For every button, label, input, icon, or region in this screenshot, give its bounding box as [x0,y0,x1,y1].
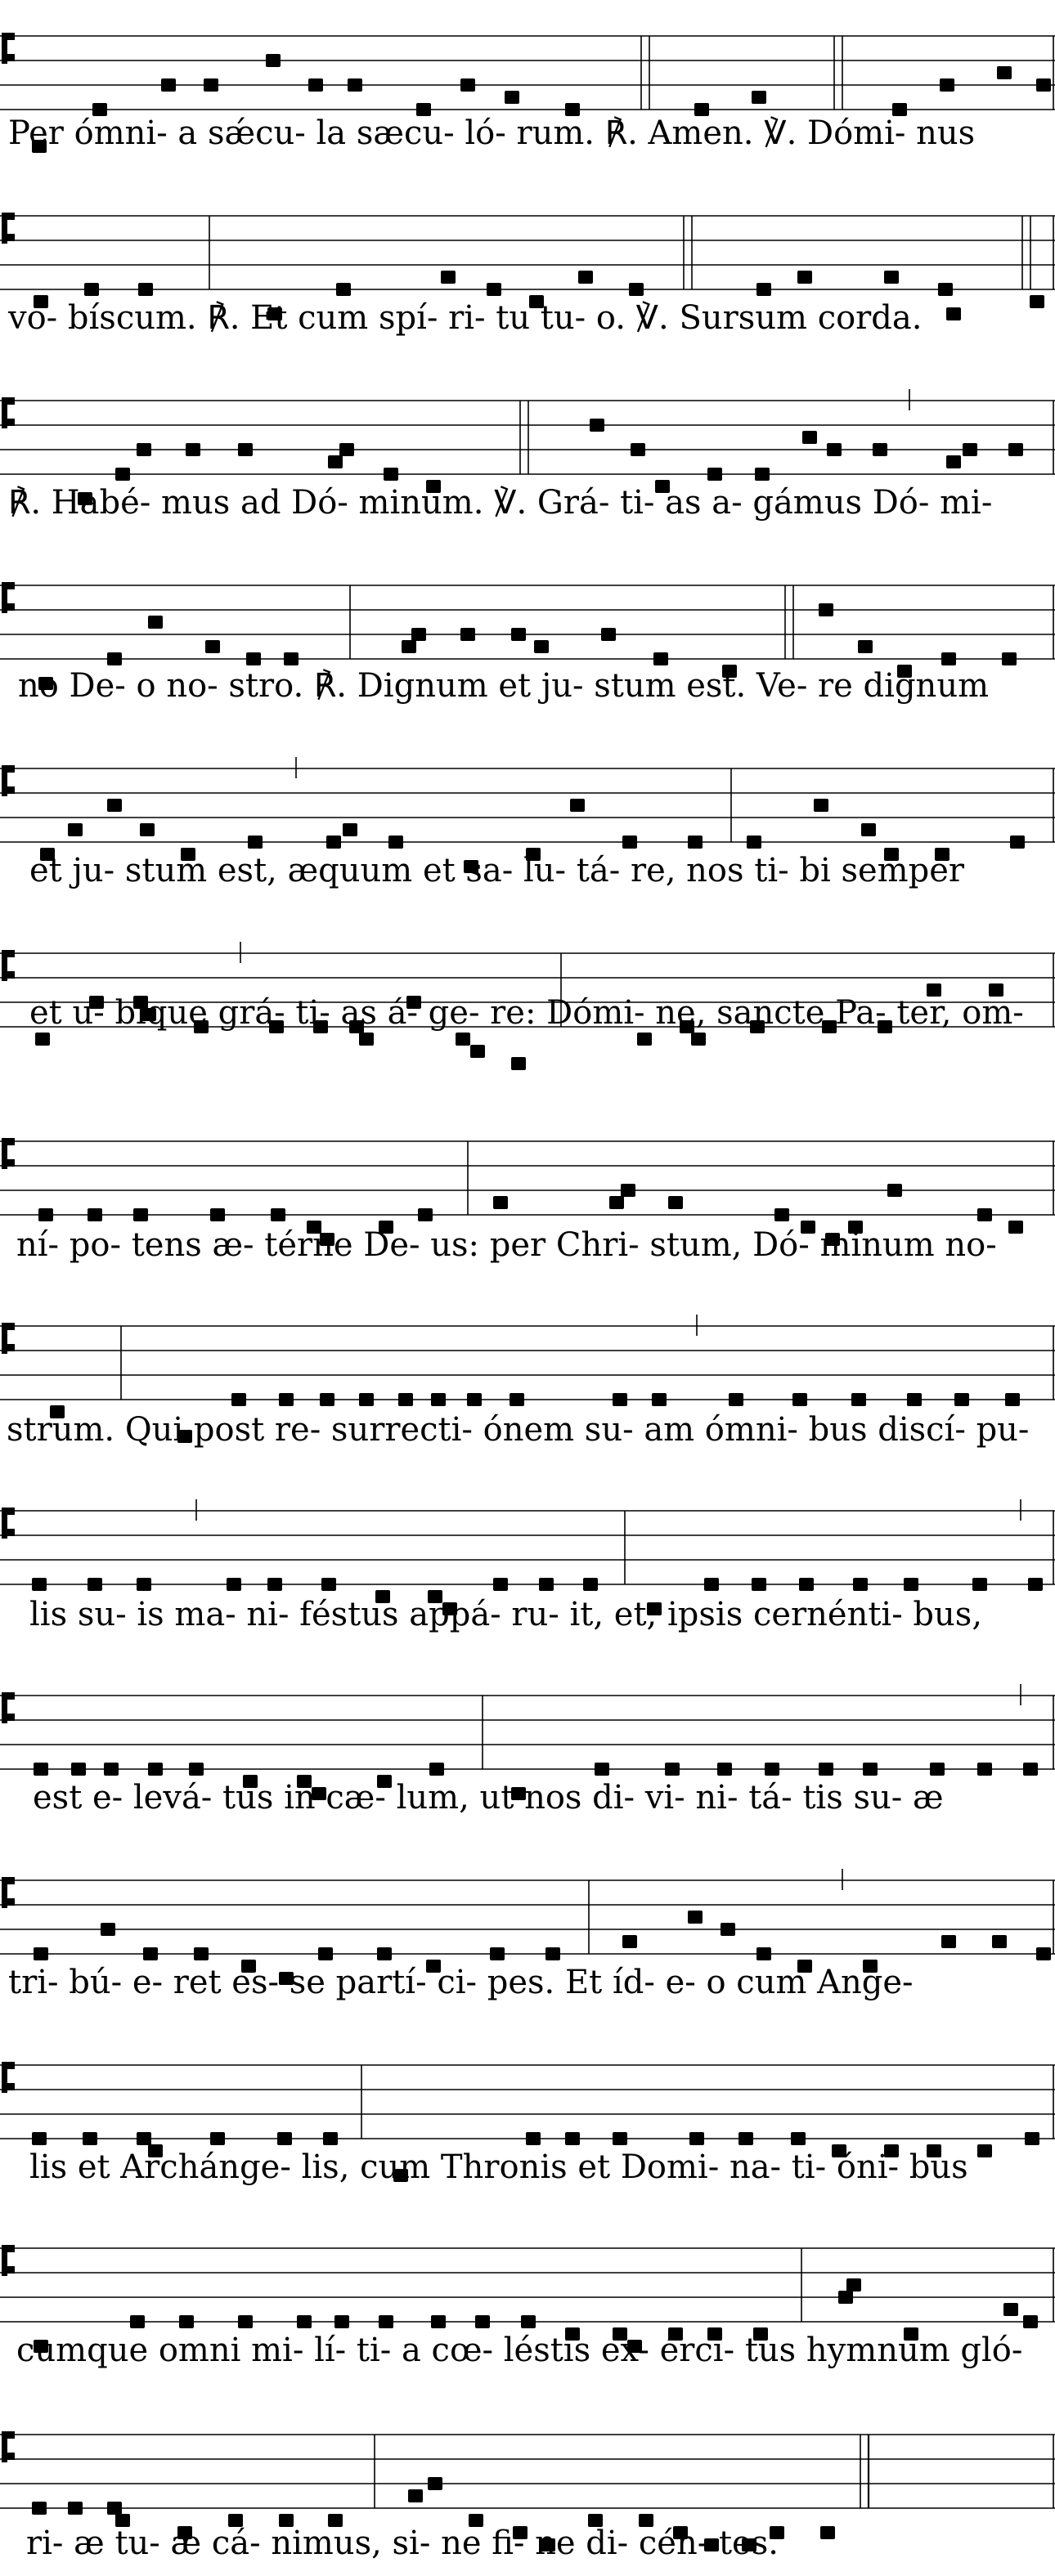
c-clef-icon [2,765,15,796]
neume-punctum [729,1393,743,1406]
neume-punctum [827,443,842,456]
c-clef-icon [2,1877,15,1908]
neume-punctum [954,1393,969,1406]
neume-punctum [972,1578,987,1591]
lyric-line: no De- o no- stro. ℟. Dignum et ju- stum est. Ve- re dignum [18,667,990,705]
lyric-line: ℟. Habé- mus ad Dó- minum. ℣. Grá- ti- as a- gámus Dó- mi- [8,484,993,522]
neume-punctum [460,628,475,641]
neume-punctum [418,1208,433,1221]
neume-punctum [570,799,585,812]
neume-punctum [148,1763,163,1776]
lyric-line: et ju- stum est, æquum et sa- lu- tá- re, nos ti- bi semper [29,852,964,889]
neume-punctum [1005,1393,1020,1406]
neume-punctum [379,2315,393,2328]
neume-punctum [205,640,220,653]
neume-punctum [493,1578,508,1591]
staff-system-10 [0,1684,1055,1817]
c-clef-icon [2,1692,15,1723]
neume-punctum [539,1578,554,1591]
neume-punctum [1036,78,1051,92]
neume-punctum [456,1033,470,1046]
staff-lines [0,757,1055,842]
neume-punctum [411,628,426,641]
neume-punctum [689,2132,704,2145]
neume-punctum [323,2132,338,2145]
neume-punctum [428,2477,442,2490]
c-clef-icon [2,1508,15,1539]
staff-lines [0,1138,1055,1215]
neume-punctum [348,78,362,92]
neume-punctum [68,2502,83,2515]
neume-punctum [595,1763,609,1776]
neume-punctum [377,1947,392,1960]
neume-punctum [137,443,151,456]
lyric-line: ní- po- tens æ- térne De- us: per Chri- stum, Dó- minum no- [16,1226,997,1264]
neume-punctum [107,799,122,812]
staff-lines [0,2062,1055,2139]
neume-punctum [940,78,954,92]
neume-punctum [904,1578,918,1591]
staff-system-3 [0,389,1055,522]
neume-punctum [622,836,637,849]
neume-punctum [339,443,354,456]
neume-punctum [851,1393,866,1406]
staff-system-12 [0,2062,1055,2186]
staff-lines [0,1499,1055,1584]
c-clef-icon [2,1323,15,1354]
neume-punctum [797,271,812,284]
neume-punctum [887,1184,902,1197]
neume-punctum [545,1947,560,1960]
neume-punctum [320,1393,334,1406]
neume-punctum [210,1208,225,1221]
neume-punctum [977,2144,992,2157]
neume-punctum [747,836,761,849]
neume-punctum [179,2315,194,2328]
neume-punctum [938,283,953,296]
neume-punctum [756,1947,771,1960]
neume-punctum [161,78,176,92]
neume-punctum [130,2315,145,2328]
neume-punctum [32,2132,47,2145]
neume-punctum [34,1763,48,1776]
lyric-line: Per ómni- a sǽcu- la sæcu- ló- rum. ℟. Amen. ℣. Dómi- nus [8,114,976,152]
neume-punctum [963,443,977,456]
neume-punctum [819,1763,833,1776]
neume-punctum [388,836,403,849]
neume-punctum [861,823,876,836]
neume-punctum [802,431,817,444]
staff-system-11 [0,1869,1055,2001]
neume-punctum [326,836,341,849]
lyric-line: cumque omni mi- lí- ti- a cœ- léstis ex- érci- tus hymnum gló- [16,2332,1023,2369]
neume-punctum [210,2132,225,2145]
neume-punctum [838,2291,853,2304]
neume-punctum [755,468,770,481]
lyric-line: lis su- is ma- ni- féstus appá- ru- it, et, ipsis cernénti- bus, [29,1596,983,1633]
neume-punctum [238,443,253,456]
neume-punctum [631,443,645,456]
neume-punctum [629,283,644,296]
neume-punctum [997,66,1012,79]
neume-punctum [534,640,549,653]
neume-punctum [526,2132,541,2145]
neume-punctum [32,2502,47,2515]
lyric-line: strum. Qui post re- surrecti- ónem su- am ómni- bus discí- pu- [7,1411,1030,1449]
staff-lines [0,1315,1055,1400]
c-clef-icon [2,2245,15,2276]
neume-punctum [115,468,130,481]
neume-punctum [101,1923,115,1936]
neume-punctum [873,443,887,456]
neume-punctum [431,2315,446,2328]
neume-punctum [1028,1578,1043,1591]
neume-punctum [487,283,501,296]
neume-punctum [384,468,398,481]
neume-punctum [68,823,83,836]
staff-system-7 [0,1138,1055,1264]
neume-punctum [622,1935,637,1948]
neume-punctum [853,1578,868,1591]
neume-punctum [38,1208,53,1221]
neume-punctum [590,419,604,432]
neume-punctum [738,2132,753,2145]
neume-punctum [977,1763,992,1776]
neume-punctum [343,823,357,836]
neume-punctum [88,1578,102,1591]
neume-punctum [820,2526,835,2539]
neume-punctum [35,1033,50,1046]
neume-punctum [194,1947,209,1960]
neume-punctum [907,1393,922,1406]
staff-system-8 [0,1315,1055,1449]
neume-punctum [267,1578,282,1591]
neume-punctum [137,1578,151,1591]
c-clef-icon [2,213,15,244]
neume-punctum [505,91,519,104]
neume-punctum [511,628,526,641]
neume-punctum [398,1393,413,1406]
neume-punctum [721,1923,735,1936]
lyric-line: lis et Archánge- lis, cum Thronis et Domi- na- ti- óni- bus [29,2148,968,2186]
neume-punctum [717,1763,732,1776]
staff-lines [0,2431,1055,2508]
neume-punctum [1008,1221,1023,1234]
neume-punctum [946,307,961,320]
neume-punctum [107,652,122,665]
neume-punctum [248,836,263,849]
neume-punctum [137,2132,151,2145]
c-clef-icon [2,33,15,64]
neume-punctum [490,1947,505,1960]
neume-punctum [133,1208,148,1221]
neume-punctum [565,2132,580,2145]
neume-punctum [189,1763,204,1776]
neume-punctum [1023,1763,1038,1776]
neume-punctum [429,1763,444,1776]
neume-punctum [431,1393,446,1406]
neume-punctum [238,2315,253,2328]
neume-punctum [32,1578,47,1591]
neume-punctum [704,1578,719,1591]
neume-punctum [271,1208,285,1221]
neume-punctum [470,1045,485,1058]
neume-punctum [359,1393,374,1406]
c-clef-icon [2,2062,15,2093]
neume-punctum [138,283,153,296]
staff-lines [0,1684,1055,1769]
neume-punctum [266,54,281,67]
neume-punctum [143,1947,158,1960]
staff-lines [0,2245,1055,2322]
neume-punctum [688,1911,703,1924]
neume-punctum [402,640,416,653]
neume-punctum [691,1033,706,1046]
lyric-line: et u- bíque grá- ti- as á- ge- re: Dómi- ne, sancte Pa- ter, om- [29,994,1024,1032]
neume-punctum [1025,2132,1039,2145]
neume-punctum [34,1947,48,1960]
neume-punctum [148,616,163,629]
neume-punctum [941,652,956,665]
neume-punctum [104,1763,119,1776]
neume-punctum [1010,836,1025,849]
neume-punctum [231,1393,246,1406]
staff-system-4 [0,582,1055,705]
neume-punctum [186,443,200,456]
neume-punctum [1008,443,1023,456]
neume-punctum [930,1763,945,1776]
neume-punctum [511,1057,526,1070]
neume-punctum [863,1763,878,1776]
c-clef-icon [2,582,15,613]
neume-punctum [774,1208,789,1221]
neume-punctum [1002,652,1017,665]
neume-punctum [688,836,703,849]
neume-punctum [1036,1947,1051,1960]
neume-punctum [493,1196,508,1209]
neume-punctum [88,1208,102,1221]
lyric-line: est e- levá- tus in cæ- lum, ut nos di- vi- ni- tá- tis su- æ [33,1779,944,1817]
neume-punctum [204,78,218,92]
neume-punctum [609,1196,624,1209]
neume-punctum [321,1578,336,1591]
neume-punctum [941,1935,956,1948]
neume-punctum [334,2315,349,2328]
neume-punctum [613,1393,627,1406]
neume-punctum [752,91,766,104]
neume-punctum [791,2132,806,2145]
neume-punctum [83,2132,97,2145]
neume-punctum [140,823,155,836]
neume-punctum [814,799,828,812]
neume-punctum [84,283,99,296]
neume-punctum [318,1947,333,1960]
neume-punctum [621,1184,635,1197]
neume-punctum [521,2315,536,2328]
neume-punctum [858,640,873,653]
neume-punctum [308,78,323,92]
neume-punctum [668,1196,683,1209]
neume-punctum [977,1208,992,1221]
c-clef-icon [2,1138,15,1169]
neume-punctum [467,1393,482,1406]
neume-punctum [328,455,343,468]
staff-lines [0,33,1055,110]
neume-punctum [792,1393,807,1406]
staff-system-14 [0,2431,1055,2562]
neume-punctum [227,1578,241,1591]
neume-punctum [460,78,475,92]
lyric-line: ri- æ tu- æ cá- nimus, si- ne fi- ne di- cén- tes. [26,2524,779,2562]
neume-punctum [601,628,616,641]
neume-punctum [578,271,593,284]
neume-punctum [510,1393,524,1406]
c-clef-icon [2,2431,15,2462]
neume-punctum [992,1935,1007,1948]
staff-lines [0,1869,1055,1954]
neume-punctum [408,2489,423,2502]
neume-punctum [613,2132,627,2145]
neume-punctum [1003,2303,1018,2316]
neume-punctum [279,1393,294,1406]
staff-system-13 [0,2245,1055,2369]
staff-system-9 [0,1499,1055,1633]
staff-lines [0,389,1055,474]
c-clef-icon [2,950,15,981]
neume-punctum [653,652,668,665]
neume-punctum [71,1763,86,1776]
neume-punctum [765,1763,779,1776]
staff-system-2 [0,213,1055,337]
neume-punctum [277,2132,292,2145]
neume-punctum [1030,295,1044,308]
neume-punctum [799,1578,814,1591]
neume-punctum [284,652,299,665]
neume-punctum [637,1033,652,1046]
neume-punctum [665,1763,680,1776]
lyric-line: tri- bú- e- ret es- se partí- ci- pes. Et íd- e- o cum Ange- [8,1964,914,2001]
neume-punctum [752,1578,766,1591]
neume-punctum [359,1033,374,1046]
neume-punctum [441,271,456,284]
lyric-line: vo- bíscum. ℟. Et cum spí- ri- tu tu- o. ℣. Sursum corda. [8,299,923,337]
c-clef-icon [2,397,15,428]
staff-system-6 [0,942,1055,1070]
neume-punctum [246,652,261,665]
neume-punctum [707,468,722,481]
neume-punctum [297,2315,312,2328]
neume-punctum [819,603,833,616]
staff-system-5 [0,757,1055,889]
neume-punctum [107,2502,122,2515]
neume-punctum [884,271,899,284]
neume-punctum [1023,2315,1038,2328]
neume-punctum [756,283,771,296]
neume-punctum [652,1393,667,1406]
neume-punctum [475,2315,490,2328]
neume-punctum [583,1578,598,1591]
neume-punctum [336,283,351,296]
neume-punctum [946,455,961,468]
neume-punctum [846,2278,861,2292]
staff-system-1 [0,33,1055,153]
